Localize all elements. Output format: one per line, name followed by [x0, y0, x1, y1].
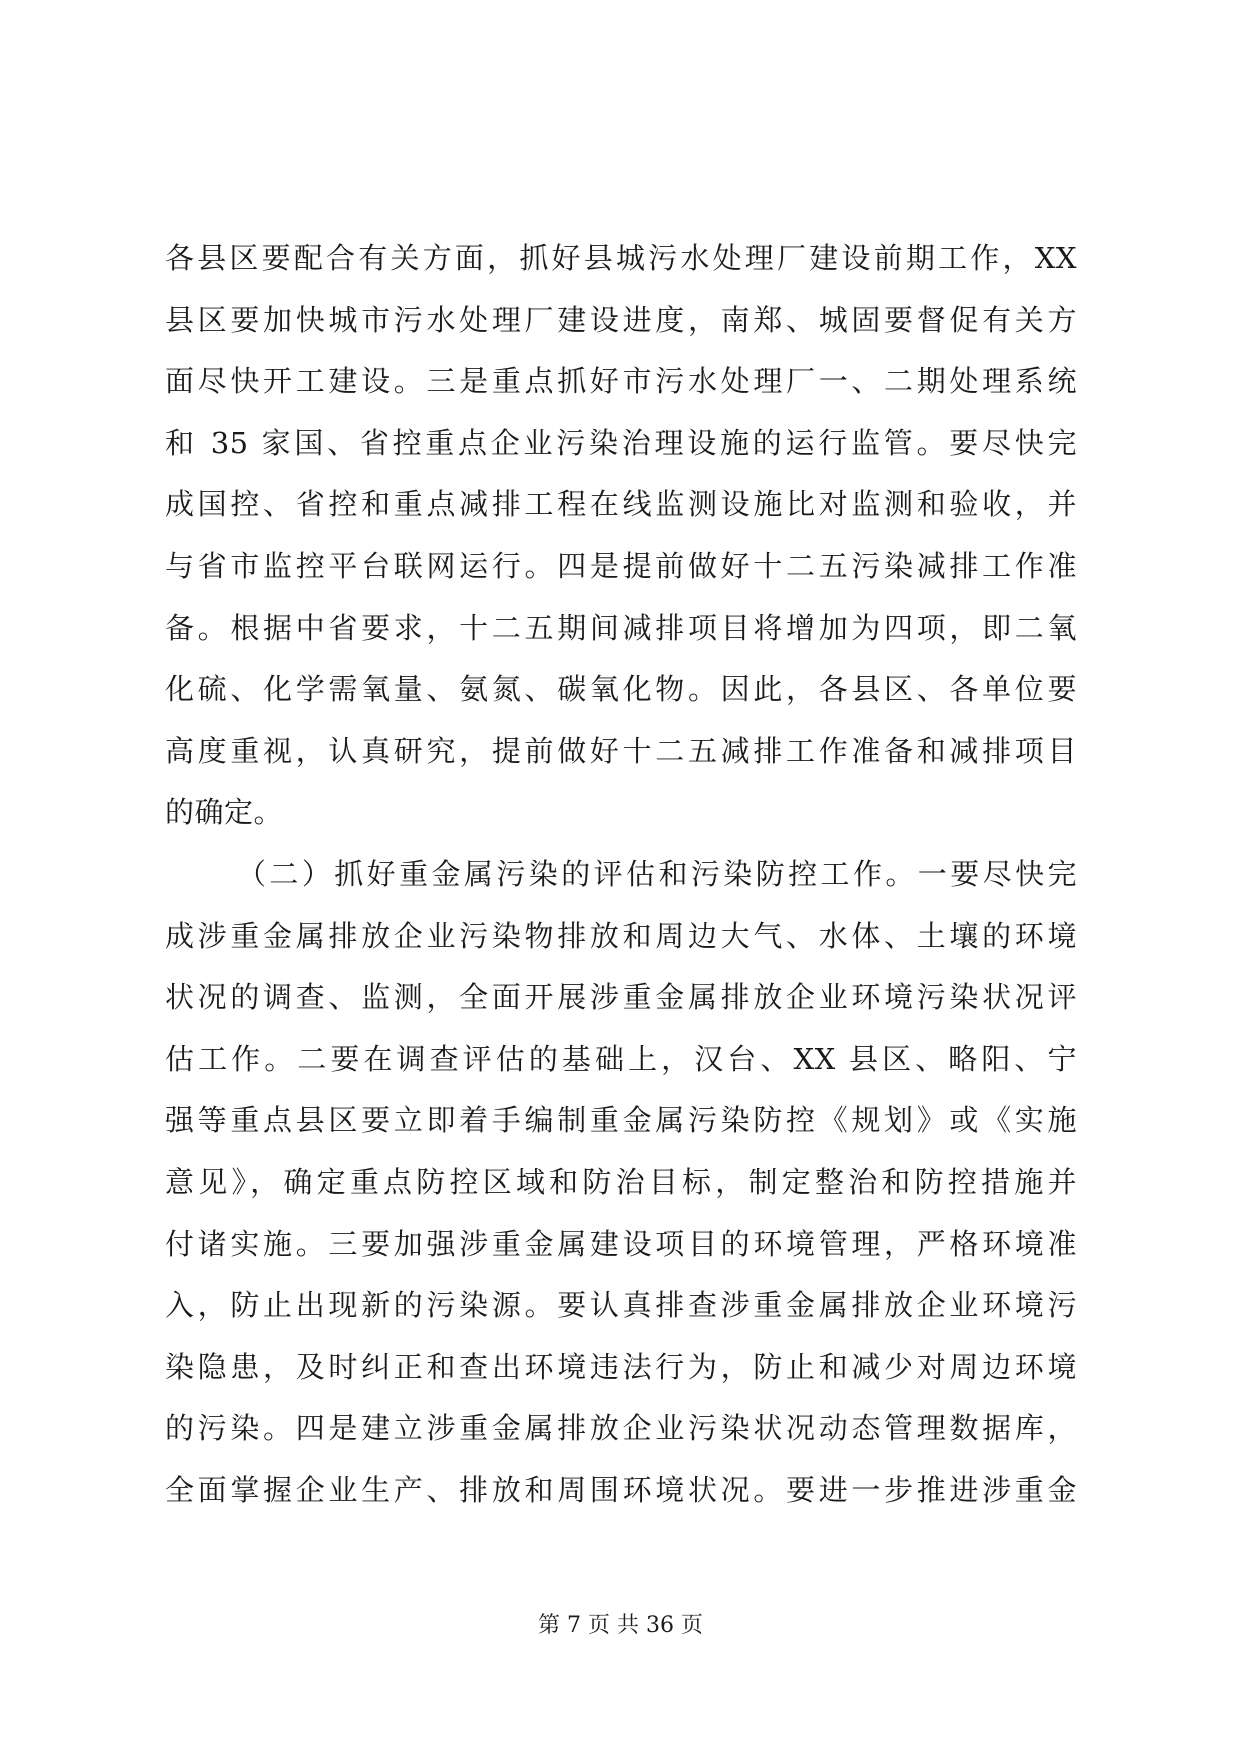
- text-line: 与省市监控平台联网运行。四是提前做好十二五污染减排工作准: [165, 548, 1077, 583]
- text-line: 面尽快开工建设。三是重点抓好市污水处理厂一、二期处理系统: [165, 364, 1077, 399]
- text-line: （二）抓好重金属污染的评估和污染防控工作。一要尽快完: [237, 856, 1077, 891]
- text-line: 付诸实施。三要加强涉重金属建设项目的环境管理，严格环境准: [165, 1226, 1077, 1261]
- document-body: [165, 228, 1077, 1521]
- text-line: 化硫、化学需氧量、氨氮、碳氧化物。因此，各县区、各单位要: [165, 672, 1077, 707]
- text-line: 成国控、省控和重点减排工程在线监测设施比对监测和验收，并: [165, 487, 1077, 522]
- text-line: 估工作。二要在调查评估的基础上，汉台、XX 县区、略阳、宁: [165, 1041, 1077, 1076]
- text-line: 备。根据中省要求，十二五期间减排项目将增加为四项，即二氧: [165, 610, 1077, 645]
- text-line: 县区要加快城市污水处理厂建设进度，南郑、城固要督促有关方: [165, 302, 1077, 337]
- text-line: 强等重点县区要立即着手编制重金属污染防控《规划》或《实施: [165, 1103, 1077, 1138]
- text-line: 入，防止出现新的污染源。要认真排查涉重金属排放企业环境污: [165, 1288, 1077, 1323]
- text-line: 状况的调查、监测，全面开展涉重金属排放企业环境污染状况评: [165, 980, 1077, 1015]
- text-line: 成涉重金属排放企业污染物排放和周边大气、水体、土壤的环境: [165, 918, 1077, 953]
- text-line: 高度重视，认真研究，提前做好十二五减排工作准备和减排项目: [165, 733, 1077, 768]
- text-line: 意见》，确定重点防控区域和防治目标，制定整治和防控措施并: [165, 1164, 1077, 1199]
- page-footer: 第 7 页 共 36 页: [538, 1613, 703, 1638]
- text-line: 的确定。: [165, 795, 284, 830]
- text-line: 全面掌握企业生产、排放和周围环境状况。要进一步推进涉重金: [165, 1472, 1077, 1507]
- text-line: 染隐患，及时纠正和查出环境违法行为，防止和减少对周边环境: [165, 1349, 1077, 1384]
- text-line: 的污染。四是建立涉重金属排放企业污染状况动态管理数据库，: [165, 1411, 1077, 1446]
- text-line: 各县区要配合有关方面，抓好县城污水处理厂建设前期工作，XX: [165, 241, 1077, 275]
- text-line: 和 35 家国、省控重点企业污染治理设施的运行监管。要尽快完: [165, 425, 1077, 460]
